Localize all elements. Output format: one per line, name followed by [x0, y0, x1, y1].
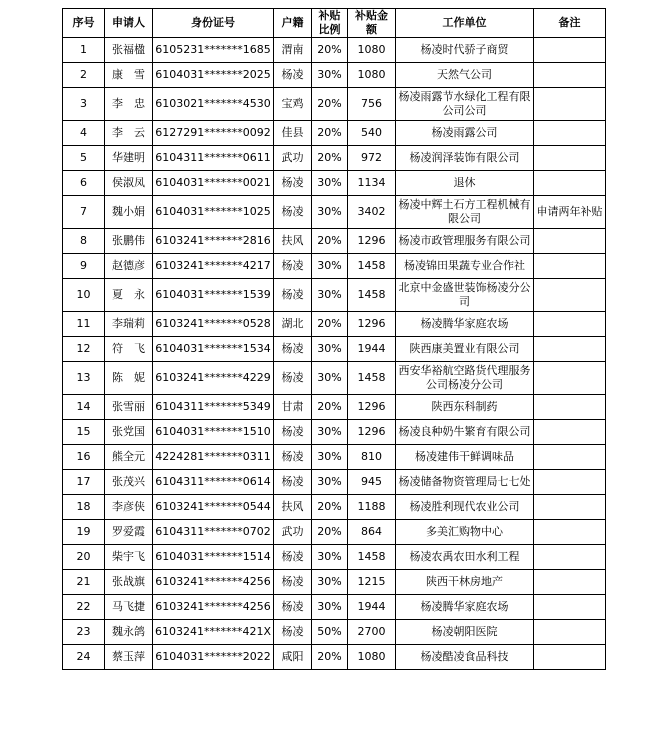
cell-name: 张茂兴 — [105, 470, 153, 495]
cell-name: 侯淑凤 — [105, 171, 153, 196]
cell-name: 魏永鸽 — [105, 620, 153, 645]
cell-unit: 天然气公司 — [396, 63, 534, 88]
cell-amount: 756 — [348, 88, 396, 121]
cell-unit: 杨凌腾华家庭农场 — [396, 595, 534, 620]
cell-ratio: 20% — [312, 520, 348, 545]
cell-id: 6103241*******2816 — [153, 229, 274, 254]
cell-note — [534, 38, 606, 63]
table-row — [63, 595, 606, 620]
cell-id: 6104311*******0702 — [153, 520, 274, 545]
cell-amount: 1188 — [348, 495, 396, 520]
cell-no: 6 — [63, 171, 105, 196]
cell-amount: 864 — [348, 520, 396, 545]
table-row — [63, 395, 606, 420]
cell-ratio: 30% — [312, 420, 348, 445]
cell-unit: 陕西康美置业有限公司 — [396, 337, 534, 362]
cell-amount: 2700 — [348, 620, 396, 645]
table-row — [63, 229, 606, 254]
cell-huji: 佳县 — [274, 121, 312, 146]
cell-id: 6104031*******2022 — [153, 645, 274, 670]
cell-unit: 杨凌腾华家庭农场 — [396, 312, 534, 337]
col-header-huji: 户籍 — [274, 9, 312, 38]
cell-amount: 1080 — [348, 63, 396, 88]
cell-id: 6104031*******2025 — [153, 63, 274, 88]
cell-huji: 杨凌 — [274, 63, 312, 88]
cell-no: 1 — [63, 38, 105, 63]
table-row — [63, 445, 606, 470]
cell-ratio: 30% — [312, 254, 348, 279]
cell-name: 张战旗 — [105, 570, 153, 595]
cell-note — [534, 570, 606, 595]
table-row — [63, 38, 606, 63]
cell-unit: 杨凌朝阳医院 — [396, 620, 534, 645]
cell-unit: 多美汇购物中心 — [396, 520, 534, 545]
table-row — [63, 312, 606, 337]
cell-amount: 540 — [348, 121, 396, 146]
table-row — [63, 254, 606, 279]
col-header-note: 备注 — [534, 9, 606, 38]
cell-amount: 1080 — [348, 645, 396, 670]
cell-amount: 1296 — [348, 420, 396, 445]
cell-unit: 杨凌润泽装饰有限公司 — [396, 146, 534, 171]
cell-amount: 1215 — [348, 570, 396, 595]
cell-huji: 杨凌 — [274, 279, 312, 312]
cell-huji: 杨凌 — [274, 570, 312, 595]
cell-id: 6103021*******4530 — [153, 88, 274, 121]
table-row — [63, 620, 606, 645]
cell-ratio: 30% — [312, 279, 348, 312]
cell-name: 康 雪 — [105, 63, 153, 88]
cell-amount: 1080 — [348, 38, 396, 63]
cell-ratio: 30% — [312, 545, 348, 570]
cell-unit: 杨凌储备物资管理局七七处 — [396, 470, 534, 495]
cell-name: 罗爱霞 — [105, 520, 153, 545]
cell-name: 李瑞莉 — [105, 312, 153, 337]
cell-note — [534, 337, 606, 362]
col-header-no: 序号 — [63, 9, 105, 38]
cell-id: 6105231*******1685 — [153, 38, 274, 63]
cell-amount: 1296 — [348, 395, 396, 420]
cell-name: 赵德彦 — [105, 254, 153, 279]
cell-note — [534, 395, 606, 420]
table-row — [63, 495, 606, 520]
cell-note — [534, 88, 606, 121]
cell-unit: 杨凌中辉土石方工程机械有限公司 — [396, 196, 534, 229]
cell-id: 6103241*******4256 — [153, 595, 274, 620]
cell-no: 12 — [63, 337, 105, 362]
cell-no: 8 — [63, 229, 105, 254]
cell-no: 24 — [63, 645, 105, 670]
cell-no: 4 — [63, 121, 105, 146]
cell-unit: 杨凌雨露公司 — [396, 121, 534, 146]
cell-note — [534, 254, 606, 279]
cell-ratio: 30% — [312, 63, 348, 88]
cell-id: 6104031*******0021 — [153, 171, 274, 196]
cell-amount: 1458 — [348, 254, 396, 279]
cell-ratio: 20% — [312, 312, 348, 337]
table-row — [63, 88, 606, 121]
cell-ratio: 20% — [312, 146, 348, 171]
cell-amount: 1944 — [348, 595, 396, 620]
cell-no: 16 — [63, 445, 105, 470]
cell-ratio: 20% — [312, 38, 348, 63]
cell-note — [534, 620, 606, 645]
cell-name: 蔡玉萍 — [105, 645, 153, 670]
cell-name: 夏 永 — [105, 279, 153, 312]
cell-note — [534, 121, 606, 146]
cell-amount: 945 — [348, 470, 396, 495]
cell-id: 6103241*******4217 — [153, 254, 274, 279]
cell-ratio: 30% — [312, 362, 348, 395]
cell-huji: 杨凌 — [274, 545, 312, 570]
cell-id: 6104311*******5349 — [153, 395, 274, 420]
cell-huji: 扶风 — [274, 229, 312, 254]
cell-unit: 西安华裕航空路货代理服务公司杨凌分公司 — [396, 362, 534, 395]
cell-note — [534, 362, 606, 395]
cell-id: 6127291*******0092 — [153, 121, 274, 146]
cell-ratio: 30% — [312, 595, 348, 620]
cell-unit: 杨凌胜利现代农业公司 — [396, 495, 534, 520]
cell-unit: 杨凌农禹农田水利工程 — [396, 545, 534, 570]
cell-no: 5 — [63, 146, 105, 171]
cell-unit: 退休 — [396, 171, 534, 196]
cell-no: 10 — [63, 279, 105, 312]
table-row — [63, 570, 606, 595]
cell-huji: 甘肃 — [274, 395, 312, 420]
cell-amount: 3402 — [348, 196, 396, 229]
cell-id: 6104031*******1510 — [153, 420, 274, 445]
cell-no: 15 — [63, 420, 105, 445]
cell-no: 13 — [63, 362, 105, 395]
cell-id: 6103241*******421X — [153, 620, 274, 645]
cell-note — [534, 545, 606, 570]
cell-name: 魏小娟 — [105, 196, 153, 229]
col-header-name: 申请人 — [105, 9, 153, 38]
cell-huji: 渭南 — [274, 38, 312, 63]
cell-name: 柴宇飞 — [105, 545, 153, 570]
cell-note — [534, 470, 606, 495]
table-row — [63, 645, 606, 670]
table-row — [63, 63, 606, 88]
cell-amount: 972 — [348, 146, 396, 171]
cell-id: 6103241*******4256 — [153, 570, 274, 595]
cell-note — [534, 312, 606, 337]
col-header-unit: 工作单位 — [396, 9, 534, 38]
table-row — [63, 362, 606, 395]
cell-name: 张雪丽 — [105, 395, 153, 420]
cell-note — [534, 420, 606, 445]
cell-id: 6104031*******1025 — [153, 196, 274, 229]
col-header-amount: 补贴金额 — [348, 9, 396, 38]
cell-no: 22 — [63, 595, 105, 620]
cell-amount: 1458 — [348, 279, 396, 312]
cell-note — [534, 171, 606, 196]
cell-amount: 1296 — [348, 229, 396, 254]
cell-ratio: 30% — [312, 470, 348, 495]
cell-name: 陈 妮 — [105, 362, 153, 395]
cell-no: 3 — [63, 88, 105, 121]
cell-name: 李 忠 — [105, 88, 153, 121]
cell-amount: 1944 — [348, 337, 396, 362]
cell-no: 19 — [63, 520, 105, 545]
cell-id: 6104311*******0611 — [153, 146, 274, 171]
cell-huji: 扶风 — [274, 495, 312, 520]
cell-ratio: 30% — [312, 445, 348, 470]
cell-huji: 杨凌 — [274, 445, 312, 470]
cell-no: 21 — [63, 570, 105, 595]
cell-huji: 武功 — [274, 520, 312, 545]
cell-huji: 杨凌 — [274, 420, 312, 445]
table-row — [63, 420, 606, 445]
cell-note — [534, 445, 606, 470]
cell-id: 6103241*******4229 — [153, 362, 274, 395]
cell-amount: 1458 — [348, 362, 396, 395]
cell-id: 4224281*******0311 — [153, 445, 274, 470]
table-row — [63, 196, 606, 229]
cell-ratio: 20% — [312, 229, 348, 254]
cell-note — [534, 279, 606, 312]
table-row — [63, 545, 606, 570]
cell-note: 申请两年补贴 — [534, 196, 606, 229]
cell-name: 张党国 — [105, 420, 153, 445]
cell-no: 23 — [63, 620, 105, 645]
cell-id: 6104031*******1534 — [153, 337, 274, 362]
cell-note — [534, 146, 606, 171]
cell-huji: 杨凌 — [274, 337, 312, 362]
cell-amount: 1134 — [348, 171, 396, 196]
header-row — [63, 9, 606, 38]
cell-amount: 1296 — [348, 312, 396, 337]
cell-unit: 杨凌雨露节水绿化工程有限公司公司 — [396, 88, 534, 121]
cell-amount: 810 — [348, 445, 396, 470]
cell-no: 2 — [63, 63, 105, 88]
cell-id: 6104031*******1514 — [153, 545, 274, 570]
cell-amount: 1458 — [348, 545, 396, 570]
cell-ratio: 20% — [312, 121, 348, 146]
cell-ratio: 30% — [312, 171, 348, 196]
cell-note — [534, 495, 606, 520]
cell-note — [534, 63, 606, 88]
cell-name: 华建明 — [105, 146, 153, 171]
table-row — [63, 121, 606, 146]
table-row — [63, 337, 606, 362]
cell-huji: 杨凌 — [274, 595, 312, 620]
table-row — [63, 470, 606, 495]
cell-name: 符 飞 — [105, 337, 153, 362]
cell-huji: 杨凌 — [274, 470, 312, 495]
cell-name: 马飞捷 — [105, 595, 153, 620]
cell-huji: 杨凌 — [274, 620, 312, 645]
table-row — [63, 146, 606, 171]
cell-unit: 杨凌酷凌食品科技 — [396, 645, 534, 670]
cell-huji: 杨凌 — [274, 196, 312, 229]
cell-ratio: 30% — [312, 196, 348, 229]
table-row — [63, 171, 606, 196]
cell-no: 20 — [63, 545, 105, 570]
cell-no: 11 — [63, 312, 105, 337]
cell-ratio: 20% — [312, 88, 348, 121]
cell-unit: 杨凌时代骄子商贸 — [396, 38, 534, 63]
cell-huji: 宝鸡 — [274, 88, 312, 121]
cell-note — [534, 520, 606, 545]
cell-no: 9 — [63, 254, 105, 279]
cell-name: 李 云 — [105, 121, 153, 146]
cell-ratio: 30% — [312, 337, 348, 362]
cell-unit: 杨凌锦田果蔬专业合作社 — [396, 254, 534, 279]
cell-no: 18 — [63, 495, 105, 520]
cell-name: 张鹏伟 — [105, 229, 153, 254]
cell-id: 6104311*******0614 — [153, 470, 274, 495]
cell-note — [534, 645, 606, 670]
cell-unit: 陕西东科制药 — [396, 395, 534, 420]
cell-huji: 杨凌 — [274, 254, 312, 279]
cell-no: 7 — [63, 196, 105, 229]
cell-note — [534, 595, 606, 620]
cell-huji: 咸阳 — [274, 645, 312, 670]
subsidy-table — [62, 8, 606, 670]
cell-unit: 北京中金盛世装饰杨凌分公司 — [396, 279, 534, 312]
cell-huji: 武功 — [274, 146, 312, 171]
cell-ratio: 50% — [312, 620, 348, 645]
cell-unit: 杨凌建伟干鲜调味品 — [396, 445, 534, 470]
col-header-id: 身份证号 — [153, 9, 274, 38]
cell-ratio: 30% — [312, 570, 348, 595]
cell-name: 李彦侠 — [105, 495, 153, 520]
cell-note — [534, 229, 606, 254]
cell-id: 6103241*******0528 — [153, 312, 274, 337]
cell-name: 熊全元 — [105, 445, 153, 470]
cell-unit: 陕西干林房地产 — [396, 570, 534, 595]
cell-id: 6103241*******0544 — [153, 495, 274, 520]
cell-unit: 杨凌良种奶牛繁育有限公司 — [396, 420, 534, 445]
cell-id: 6104031*******1539 — [153, 279, 274, 312]
cell-unit: 杨凌市政管理服务有限公司 — [396, 229, 534, 254]
cell-huji: 湖北 — [274, 312, 312, 337]
col-header-ratio: 补贴比例 — [312, 9, 348, 38]
cell-huji: 杨凌 — [274, 171, 312, 196]
cell-ratio: 20% — [312, 645, 348, 670]
cell-ratio: 20% — [312, 495, 348, 520]
cell-no: 14 — [63, 395, 105, 420]
table-row — [63, 279, 606, 312]
cell-name: 张福楹 — [105, 38, 153, 63]
cell-no: 17 — [63, 470, 105, 495]
table-row — [63, 520, 606, 545]
cell-huji: 杨凌 — [274, 362, 312, 395]
cell-ratio: 20% — [312, 395, 348, 420]
